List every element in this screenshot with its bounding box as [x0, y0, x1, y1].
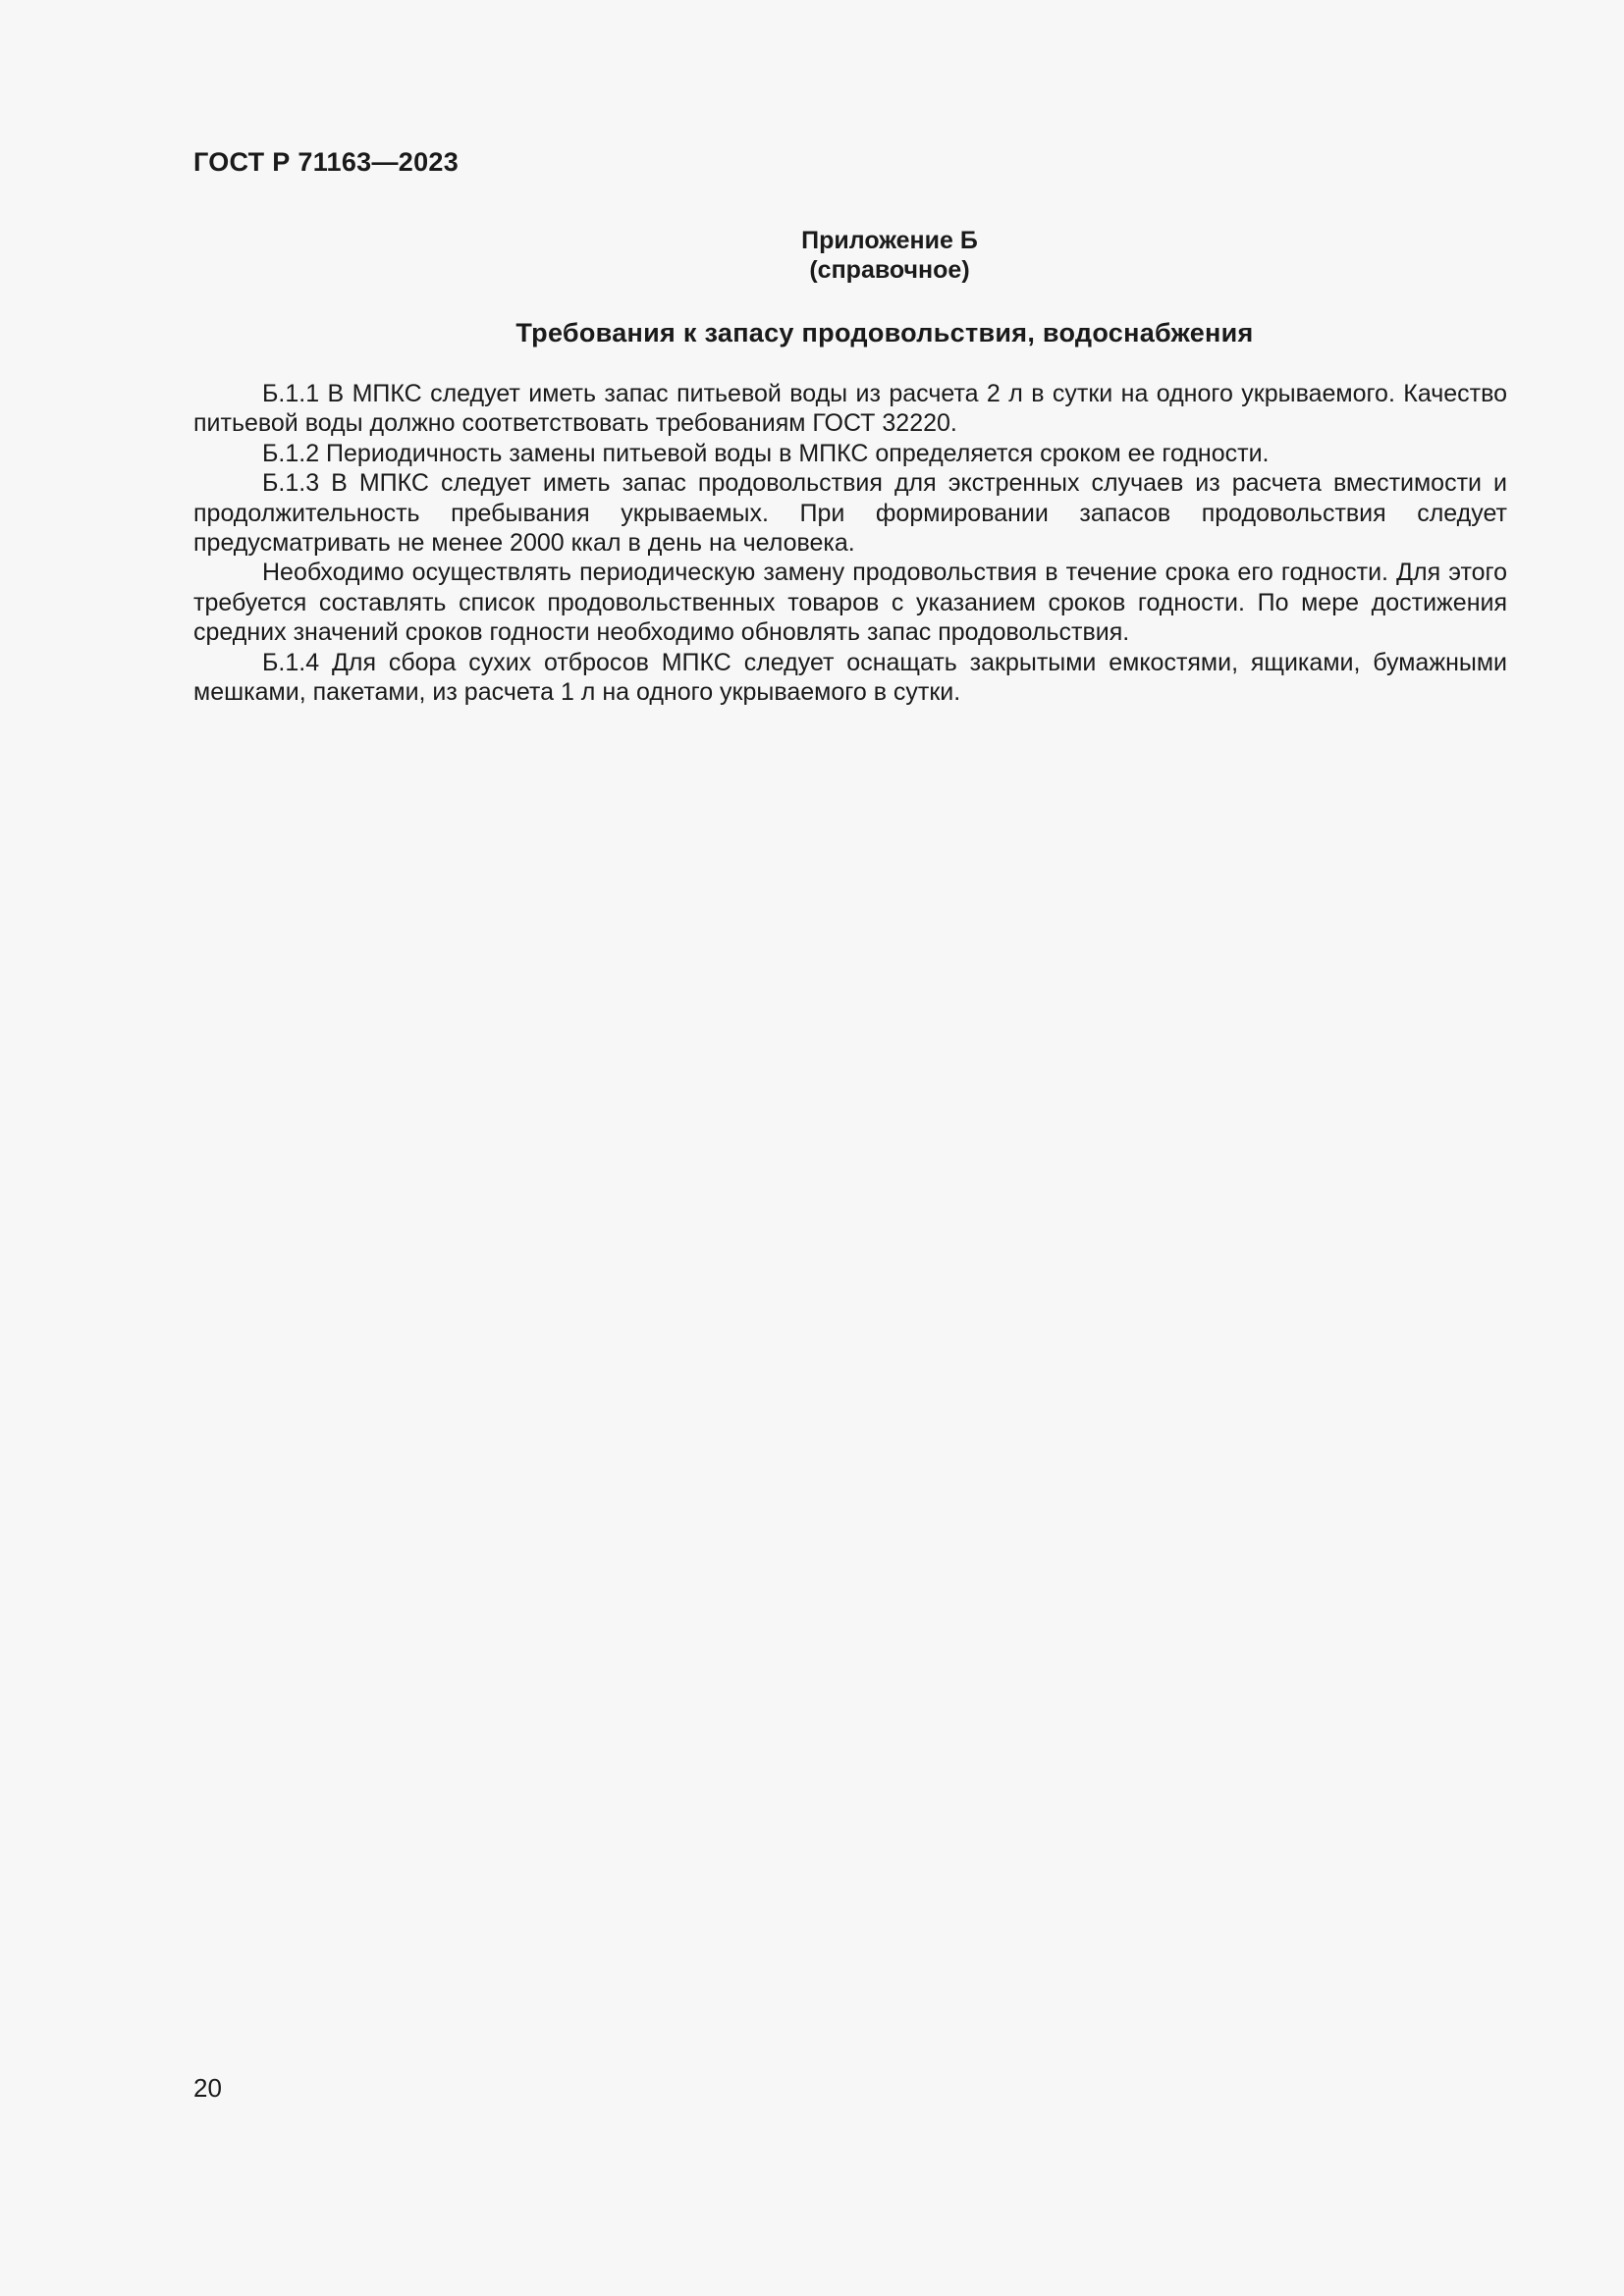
appendix-type: (справочное)	[809, 256, 970, 284]
paragraph-b-1-3-continued: Необходимо осуществлять периодическую замену продовольствия в течение срока его годности. Для этого требуется составлять список продовольственных товаров с указанием сроков годности. По мере достижения средних значений сроков годности необходимо обновлять запас продовольствия.	[193, 559, 1507, 647]
paragraph-b-1-1: Б.1.1 В МПКС следует иметь запас питьевой воды из расчета 2 л в сутки на одного укрываемого. Качество питьевой воды должно соответствовать требованиям ГОСТ 32220.	[193, 380, 1507, 438]
body-text	[193, 379, 1507, 707]
paragraph-b-1-3: Б.1.3 В МПКС следует иметь запас продовольствия для экстренных случаев из расчета вместимости и продолжительность пребывания укрываемых. При формировании запасов продовольствия следует предусматривать не менее 2000 ккал в день на человека.	[193, 469, 1507, 558]
document-standard-id: ГОСТ Р 71163—2023	[193, 147, 460, 177]
paragraph-b-1-2: Б.1.2 Периодичность замены питьевой воды в МПКС определяется сроком ее годности.	[262, 439, 1270, 467]
appendix-heading	[193, 226, 1507, 285]
appendix-title: Приложение Б	[801, 227, 978, 254]
paragraph-b-1-4: Б.1.4 Для сбора сухих отбросов МПКС следует оснащать закрытыми емкостями, ящиками, бумажными мешками, пакетами, из расчета 1 л на одного укрываемого в сутки.	[193, 648, 1507, 707]
section-heading: Требования к запасу продовольствия, водоснабжения	[515, 318, 1254, 347]
page-number: 20	[193, 2073, 222, 2103]
